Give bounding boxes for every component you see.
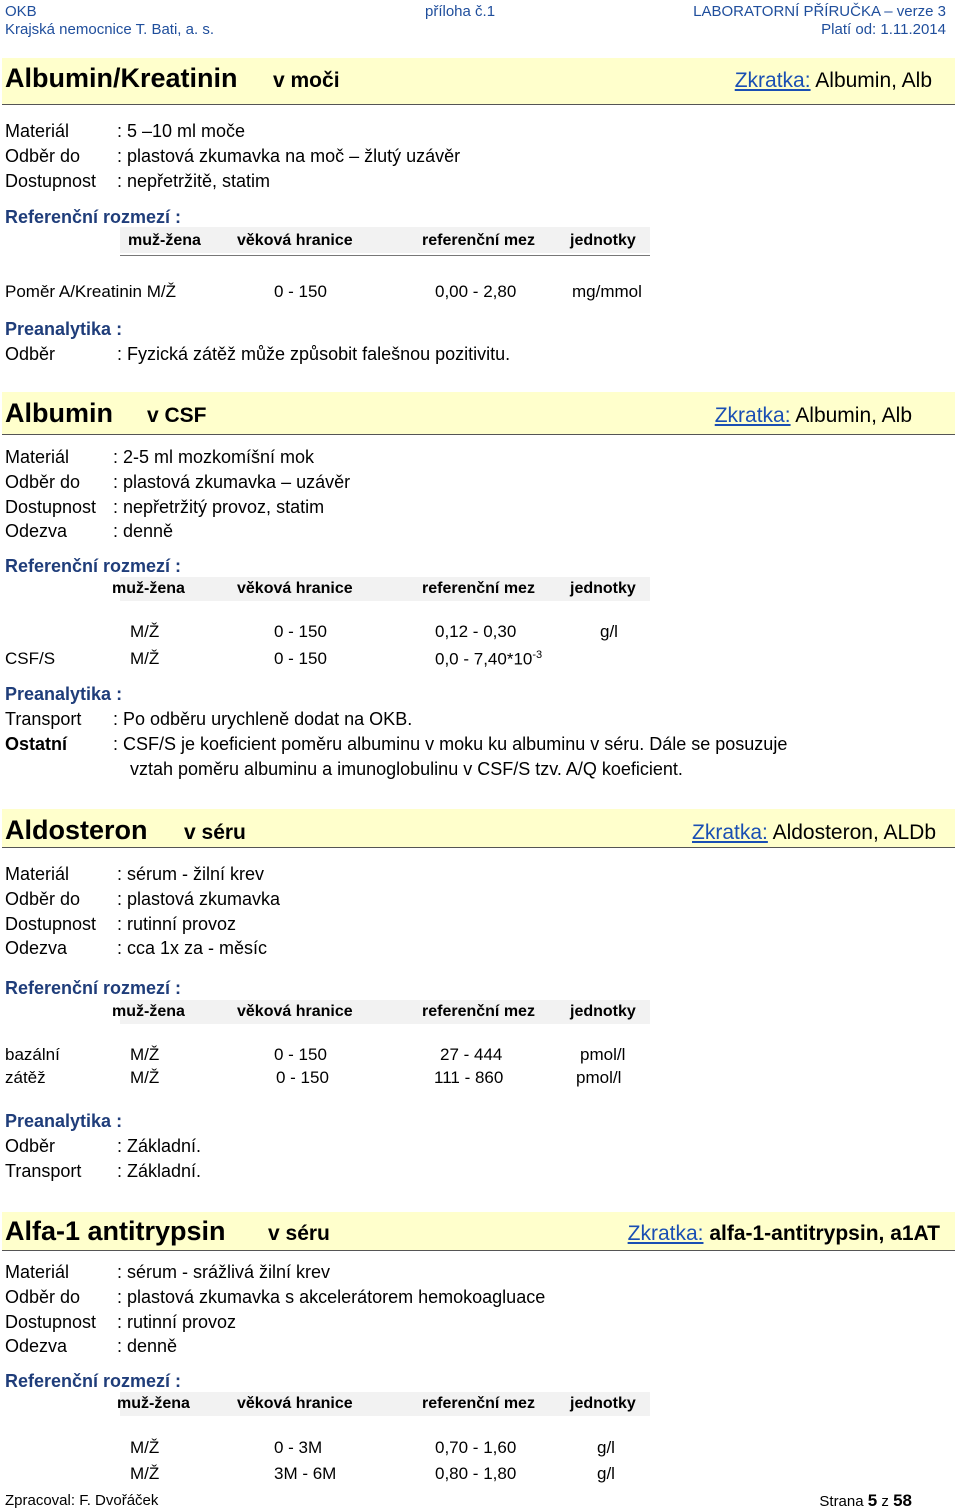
row-unit: pmol/l	[576, 1068, 622, 1087]
row-age: 0 - 150	[274, 282, 327, 301]
label-odber: Odběr	[5, 344, 56, 364]
test-abbreviation: Zkratka: Aldosteron, ALDb	[692, 821, 936, 844]
preanalytics-heading: Preanalytika :	[5, 319, 123, 339]
preanalytics-heading: Preanalytika :	[5, 1111, 123, 1131]
value-dostupnost: : rutinní provoz	[117, 914, 237, 934]
abbreviation-link[interactable]: Zkratka:	[692, 821, 768, 844]
value-odezva: : denně	[113, 521, 174, 541]
value-material: : sérum - srážlivá žilní krev	[117, 1262, 331, 1282]
value-odezva: : cca 1x za - měsíc	[117, 938, 268, 958]
row-ref: 0,80 - 1,80	[435, 1464, 517, 1483]
col-unit: jednotky	[570, 1003, 636, 1020]
label-material: Materiál	[5, 121, 70, 141]
test-specimen: v moči	[273, 69, 340, 92]
value-odber-do: : plastová zkumavka – uzávěr	[113, 472, 351, 492]
value-ostatni-line2: vztah poměru albuminu a imunoglobulinu v CSF/S tzv. A/Q koeficient.	[130, 759, 683, 779]
value-odber-do: : plastová zkumavka s akcelerátorem hemokoagluace	[117, 1287, 546, 1307]
label-ostatni: Ostatní	[5, 734, 68, 754]
label-dostupnost: Dostupnost	[5, 497, 97, 517]
label-material: Materiál	[5, 1262, 70, 1282]
row-age: 3M - 6M	[274, 1464, 337, 1483]
col-ref: referenční mez	[422, 580, 535, 597]
header-hospital: Krajská nemocnice T. Bati, a. s.	[5, 21, 214, 38]
value-odber-do: : plastová zkumavka	[117, 889, 281, 909]
header-dept: OKB	[5, 3, 37, 20]
test-title: Aldosteron	[5, 815, 148, 845]
ref-exponent: -3	[532, 649, 543, 661]
test-abbreviation: Zkratka: alfa-1-antitrypsin, a1AT	[627, 1222, 940, 1245]
value-material: : 5 –10 ml moče	[117, 121, 246, 141]
label-transport: Transport	[5, 1161, 82, 1181]
label-odber-do: Odběr do	[5, 472, 81, 492]
col-unit: jednotky	[570, 580, 636, 597]
row-sex: M/Ž	[130, 1045, 160, 1064]
footer-page-number: Strana 5 z 58	[819, 1491, 912, 1510]
row-age: 0 - 3M	[274, 1438, 323, 1457]
label-odber-do: Odběr do	[5, 146, 81, 166]
col-sex: muž-žena	[112, 580, 185, 597]
value-material: : 2-5 ml mozkomíšní mok	[113, 447, 315, 467]
value-transport: : Základní.	[117, 1161, 202, 1181]
value-material: : sérum - žilní krev	[117, 864, 265, 884]
row-ref: 0,00 - 2,80	[435, 282, 517, 301]
ref-range-heading: Referenční rozmezí :	[5, 1371, 182, 1391]
col-age: věková hranice	[237, 580, 353, 597]
test-specimen: v CSF	[147, 404, 207, 427]
header-manual: LABORATORNÍ PŘÍRUČKA – verze 3	[693, 3, 946, 20]
label-material: Materiál	[5, 447, 70, 467]
row-ref: 27 - 444	[440, 1045, 503, 1064]
col-unit: jednotky	[570, 232, 636, 249]
col-unit: jednotky	[570, 1395, 636, 1412]
label-transport: Transport	[5, 709, 82, 729]
value-dostupnost: : nepřetržitý provoz, statim	[113, 497, 325, 517]
value-dostupnost: : nepřetržitě, statim	[117, 171, 271, 191]
row-unit: mg/mmol	[572, 282, 642, 301]
label-dostupnost: Dostupnost	[5, 914, 97, 934]
test-title: Alfa-1 antitrypsin	[5, 1216, 226, 1246]
label-material: Materiál	[5, 864, 70, 884]
col-ref: referenční mez	[422, 1395, 535, 1412]
abbreviation-link[interactable]: Zkratka:	[734, 69, 811, 92]
header-appendix: příloha č.1	[425, 3, 496, 20]
row-name: zátěž	[5, 1068, 46, 1087]
row-name: Poměr A/Kreatinin M/Ž	[5, 282, 177, 301]
row-name: bazální	[5, 1045, 60, 1064]
label-odber-do: Odběr do	[5, 1287, 81, 1307]
col-sex: muž-žena	[112, 1003, 185, 1020]
label-dostupnost: Dostupnost	[5, 1312, 97, 1332]
row-age: 0 - 150	[276, 1068, 329, 1087]
col-sex: muž-žena	[128, 232, 201, 249]
ref-range-heading: Referenční rozmezí :	[5, 978, 182, 998]
label-odezva: Odezva	[5, 521, 68, 541]
value-odber-do: : plastová zkumavka na moč – žlutý uzávěr	[117, 146, 461, 166]
test-title: Albumin	[5, 398, 113, 428]
row-sex: M/Ž	[130, 1438, 160, 1457]
row-sex: M/Ž	[130, 649, 160, 668]
footer-author: Zpracoval: F. Dvořáček	[5, 1492, 159, 1509]
row-unit: pmol/l	[580, 1045, 626, 1064]
col-sex: muž-žena	[117, 1395, 190, 1412]
row-unit: g/l	[597, 1438, 615, 1457]
label-dostupnost: Dostupnost	[5, 171, 97, 191]
abbreviation-link[interactable]: Zkratka:	[714, 404, 791, 427]
test-title: Albumin/Kreatinin	[5, 63, 238, 93]
row-age: 0 - 150	[274, 622, 327, 641]
col-ref: referenční mez	[422, 1003, 535, 1020]
row-unit: g/l	[597, 1464, 615, 1483]
value-ostatni-line1: : CSF/S je koeficient poměru albuminu v moku ku albuminu v séru. Dále se posuzuje	[113, 734, 788, 754]
col-age: věková hranice	[237, 1003, 353, 1020]
row-sex: M/Ž	[130, 1068, 160, 1087]
value-dostupnost: : rutinní provoz	[117, 1312, 237, 1332]
value-odber: : Základní.	[117, 1136, 202, 1156]
row-sex: M/Ž	[130, 1464, 160, 1483]
row-ref: 111 - 860	[434, 1068, 504, 1087]
value-odezva: : denně	[117, 1336, 178, 1356]
ref-range-heading: Referenční rozmezí :	[5, 207, 182, 227]
row-age: 0 - 150	[274, 1045, 327, 1064]
label-odezva: Odezva	[5, 1336, 68, 1356]
label-odezva: Odezva	[5, 938, 68, 958]
test-abbreviation: Zkratka: Albumin, Alb	[714, 404, 912, 427]
row-unit: g/l	[600, 622, 618, 641]
test-specimen: v séru	[184, 821, 246, 844]
ref-range-heading: Referenční rozmezí :	[5, 556, 182, 576]
row-sex: M/Ž	[130, 622, 160, 641]
col-age: věková hranice	[237, 1395, 353, 1412]
label-odber: Odběr	[5, 1136, 56, 1156]
row-ref: 0,70 - 1,60	[435, 1438, 517, 1457]
value-transport: : Po odběru urychleně dodat na OKB.	[113, 709, 413, 729]
test-specimen: v séru	[268, 1222, 330, 1245]
header-valid-from: Platí od: 1.11.2014	[821, 21, 946, 38]
label-odber-do: Odběr do	[5, 889, 81, 909]
value-odber: : Fyzická zátěž může způsobit falešnou pozitivitu.	[117, 344, 511, 364]
row-age: 0 - 150	[274, 649, 327, 668]
test-abbreviation: Zkratka: Albumin, Alb	[734, 69, 932, 92]
row-ref: 0,12 - 0,30	[435, 622, 517, 641]
preanalytics-heading: Preanalytika :	[5, 684, 123, 704]
col-age: věková hranice	[237, 232, 353, 249]
row-name: CSF/S	[5, 649, 56, 668]
col-ref: referenční mez	[422, 232, 535, 249]
abbreviation-link[interactable]: Zkratka:	[627, 1222, 704, 1245]
row-ref: $0,0 - 7,40*10^{-3}$	[435, 649, 543, 669]
